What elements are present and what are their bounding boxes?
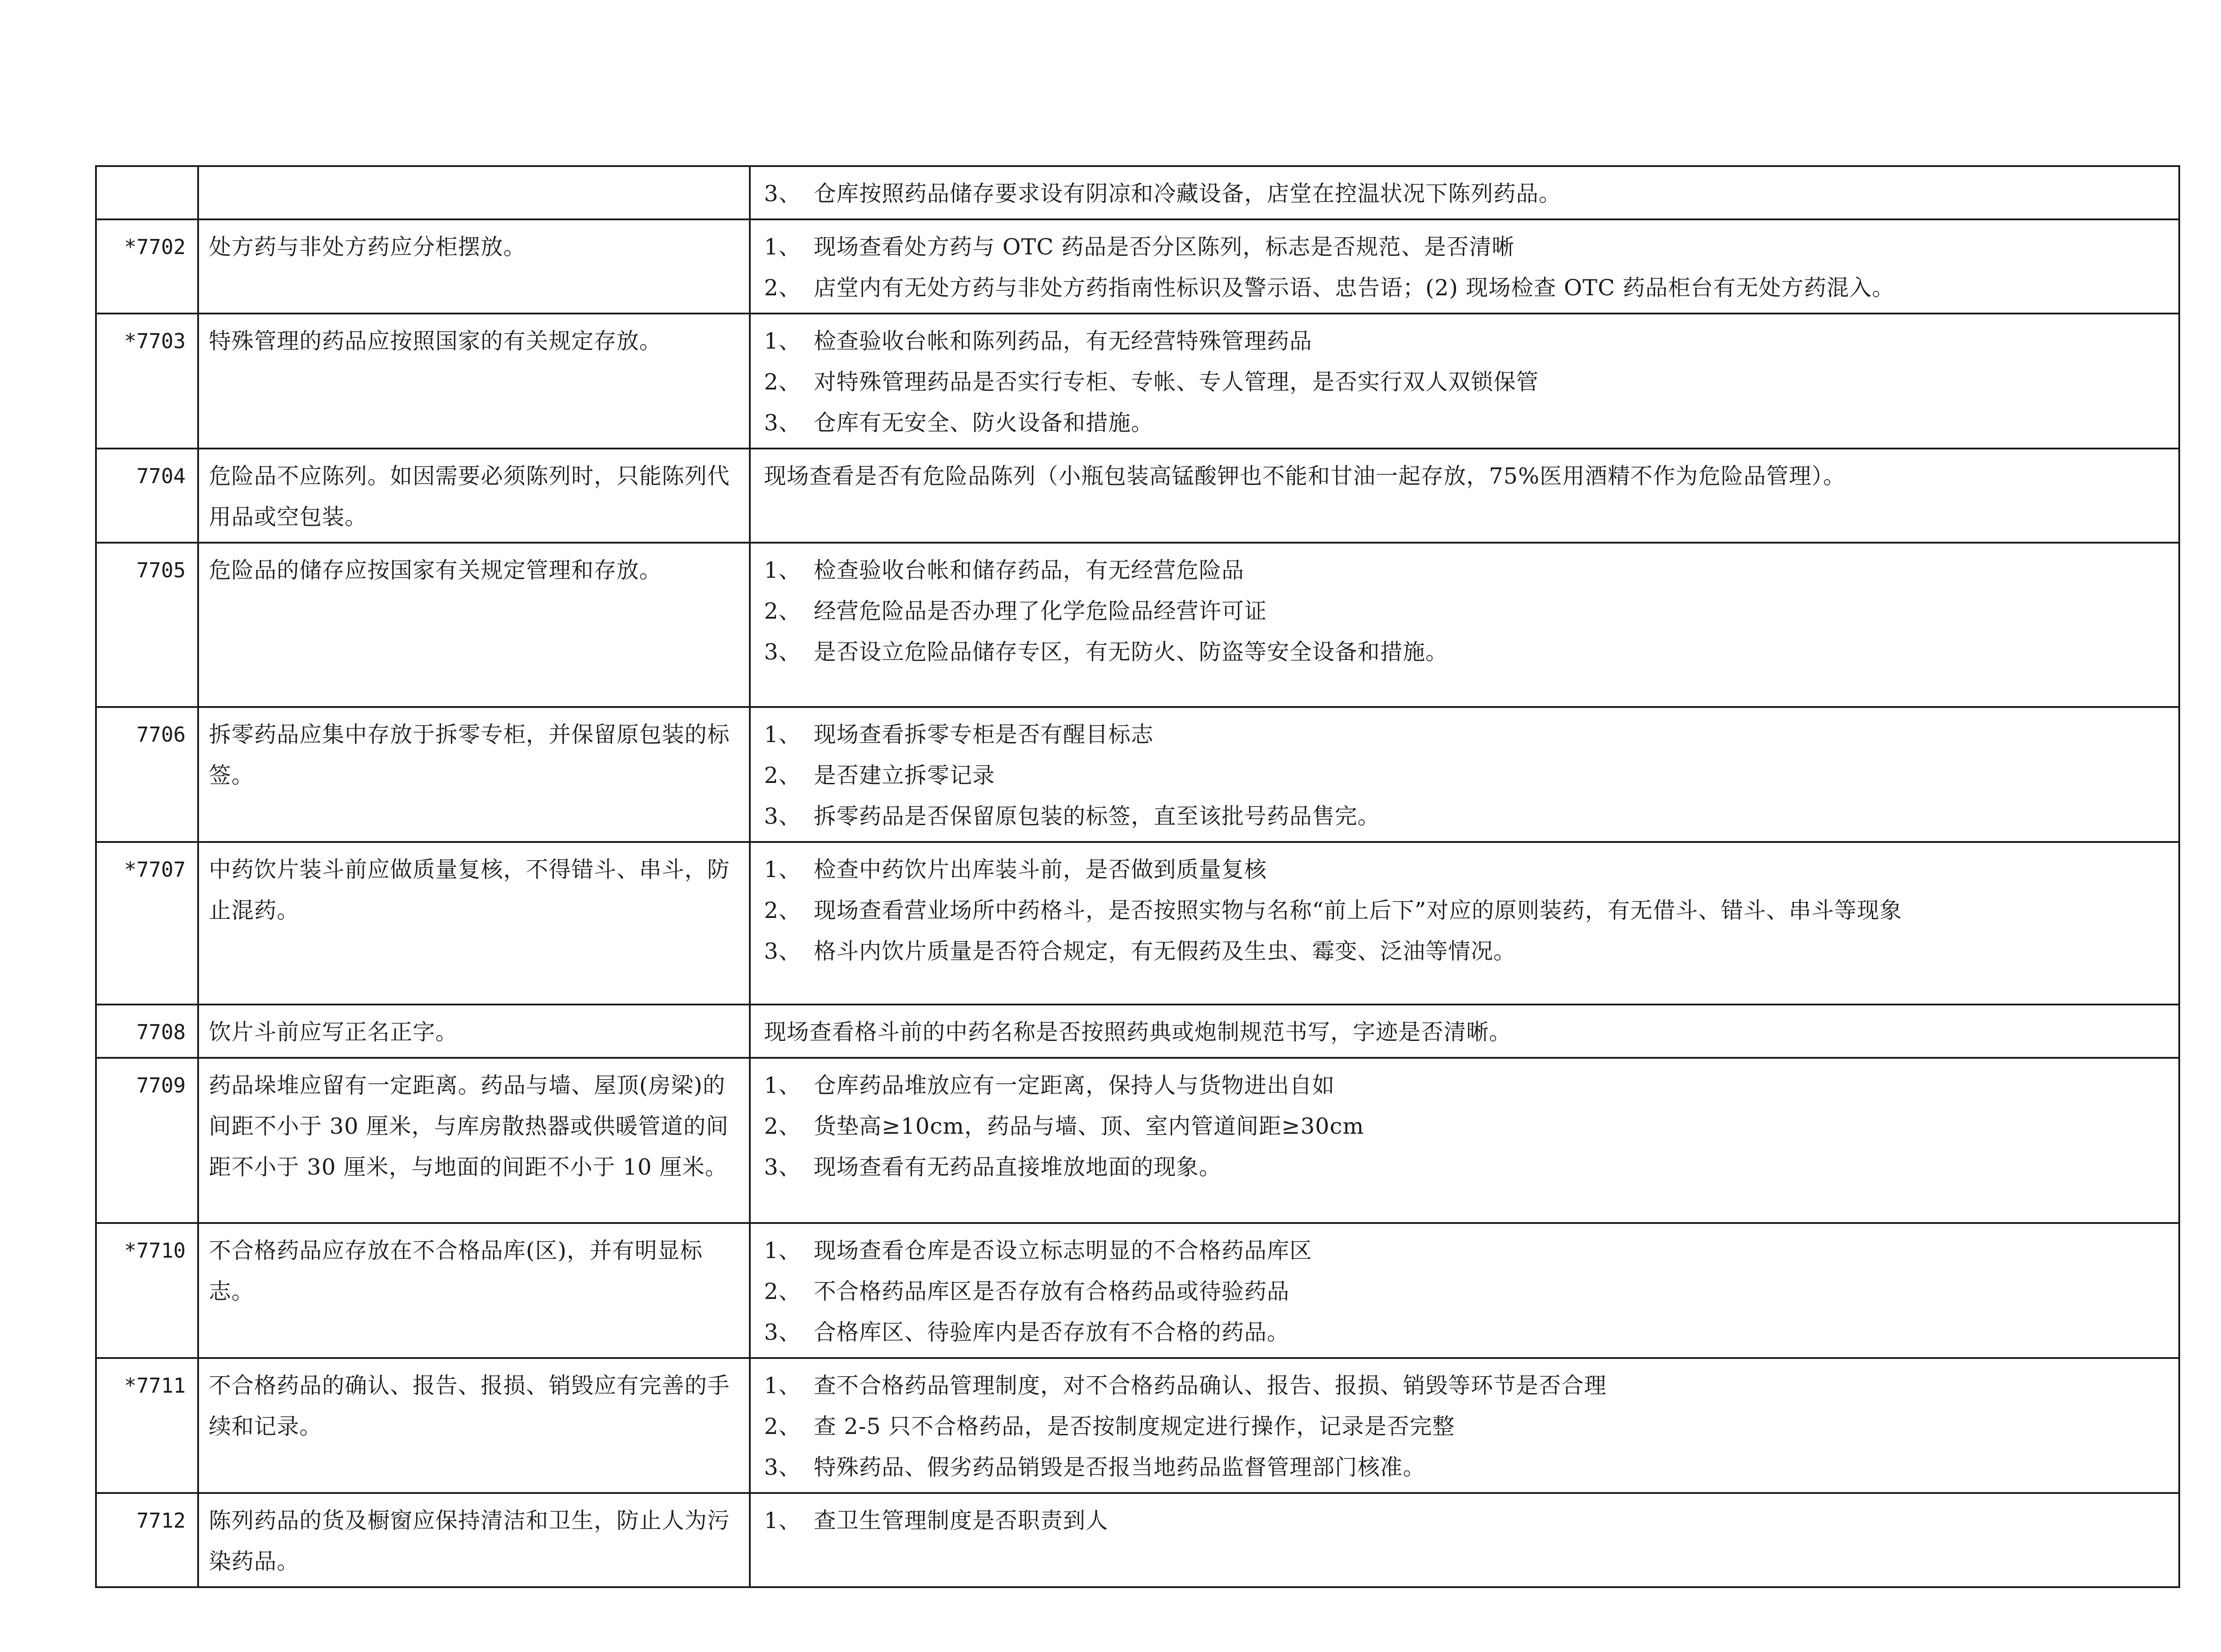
step-number: 3、 xyxy=(764,639,801,665)
step-number: 2、 xyxy=(764,369,801,395)
step-number: 2、 xyxy=(764,1113,801,1139)
inspection-step xyxy=(760,1365,2169,1406)
inspection-step xyxy=(760,1271,2169,1312)
requirement-cell: 药品垛堆应留有一定距离。药品与墙、屋顶(房梁)的间距不小于 30 厘米，与库房散热器或供暖管道的间距不小于 30 厘米，与地面的间距不小于 10 厘米。 xyxy=(198,1058,750,1223)
inspection-step xyxy=(760,1106,2169,1147)
inspection-method-cell xyxy=(750,842,2179,1005)
inspection-method-cell xyxy=(750,314,2179,449)
step-number: 2、 xyxy=(764,598,801,624)
step-text: 现场查看是否有危险品陈列（小瓶包装高锰酸钾也不能和甘油一起存放，75%医用酒精不作为危险品管理）。 xyxy=(764,463,1846,489)
inspection-step xyxy=(760,796,2169,837)
step-number: 3、 xyxy=(764,1454,801,1480)
inspection-method-cell xyxy=(750,166,2179,219)
step-text: 合格库区、待验库内是否存放有不合格的药品。 xyxy=(814,1319,1290,1345)
step-text: 现场查看处方药与 OTC 药品是否分区陈列，标志是否规范、是否清晰 xyxy=(814,234,1515,260)
step-number: 3、 xyxy=(764,803,801,829)
requirement-cell: 饮片斗前应写正名正字。 xyxy=(198,1005,750,1058)
inspection-method-cell xyxy=(750,707,2179,842)
requirement-cell: 不合格药品的确认、报告、报损、销毁应有完善的手续和记录。 xyxy=(198,1358,750,1493)
inspection-method-cell xyxy=(750,1493,2179,1587)
step-text: 现场查看营业场所中药格斗，是否按照实物与名称“前上后下”对应的原则装药，有无借斗、错斗、串斗等现象 xyxy=(814,897,1903,923)
requirement-cell: 中药饮片装斗前应做质量复核，不得错斗、串斗，防止混药。 xyxy=(198,842,750,1005)
step-number: 3、 xyxy=(764,410,801,436)
inspection-step xyxy=(760,1447,2169,1488)
step-text: 经营危险品是否办理了化学危险品经营许可证 xyxy=(814,598,1267,624)
step-text: 检查中药饮片出库装斗前，是否做到质量复核 xyxy=(814,857,1267,882)
item-code-cell: *7710 xyxy=(96,1223,198,1358)
step-number: 2、 xyxy=(764,1279,801,1304)
step-text: 查卫生管理制度是否职责到人 xyxy=(814,1508,1108,1533)
table-row xyxy=(96,166,2179,219)
inspection-step xyxy=(760,1406,2169,1447)
step-text: 是否建立拆零记录 xyxy=(814,762,995,788)
step-text: 仓库按照药品储存要求设有阴凉和冷藏设备，店堂在控温状况下陈列药品。 xyxy=(814,181,1561,206)
inspection-step xyxy=(760,402,2169,443)
requirement-cell: 拆零药品应集中存放于拆零专柜，并保留原包装的标签。 xyxy=(198,707,750,842)
step-number: 2、 xyxy=(764,762,801,788)
requirement-cell: 特殊管理的药品应按照国家的有关规定存放。 xyxy=(198,314,750,449)
step-number: 1、 xyxy=(764,328,801,354)
step-number: 1、 xyxy=(764,722,801,747)
item-code-cell: *7703 xyxy=(96,314,198,449)
step-text: 查不合格药品管理制度，对不合格药品确认、报告、报损、销毁等环节是否合理 xyxy=(814,1373,1607,1398)
step-text: 不合格药品库区是否存放有合格药品或待验药品 xyxy=(814,1279,1290,1304)
table-row xyxy=(96,707,2179,842)
step-number: 1、 xyxy=(764,1373,801,1398)
step-text: 拆零药品是否保留原包装的标签，直至该批号药品售完。 xyxy=(814,803,1380,829)
step-number: 2、 xyxy=(764,897,801,923)
step-number: 1、 xyxy=(764,1238,801,1263)
step-text: 检查验收台帐和陈列药品，有无经营特殊管理药品 xyxy=(814,328,1312,354)
step-number: 3、 xyxy=(764,1319,801,1345)
table-row xyxy=(96,314,2179,449)
step-text: 现场查看有无药品直接堆放地面的现象。 xyxy=(814,1154,1222,1180)
inspection-step xyxy=(760,361,2169,402)
step-number: 1、 xyxy=(764,857,801,882)
table-row xyxy=(96,1358,2179,1493)
table-row xyxy=(96,543,2179,707)
inspection-step xyxy=(760,591,2169,631)
inspection-step xyxy=(760,456,2169,496)
step-number: 1、 xyxy=(764,1072,801,1098)
inspection-step xyxy=(760,714,2169,755)
inspection-step xyxy=(760,226,2169,267)
item-code-cell: 7708 xyxy=(96,1005,198,1058)
step-text: 对特殊管理药品是否实行专柜、专帐、专人管理，是否实行双人双锁保管 xyxy=(814,369,1539,395)
item-code-cell: *7711 xyxy=(96,1358,198,1493)
step-number: 1、 xyxy=(764,557,801,583)
requirement-cell: 不合格药品应存放在不合格品库(区)，并有明显标志。 xyxy=(198,1223,750,1358)
step-text: 仓库有无安全、防火设备和措施。 xyxy=(814,410,1154,436)
step-number: 3、 xyxy=(764,1154,801,1180)
table-row xyxy=(96,1005,2179,1058)
step-text: 货垫高≥10cm，药品与墙、顶、室内管道间距≥30cm xyxy=(814,1113,1364,1139)
table-row xyxy=(96,842,2179,1005)
inspection-table xyxy=(95,165,2180,1588)
inspection-method-cell xyxy=(750,1005,2179,1058)
table-row xyxy=(96,449,2179,543)
inspection-step xyxy=(760,321,2169,361)
item-code-cell: 7705 xyxy=(96,543,198,707)
step-text: 特殊药品、假劣药品销毁是否报当地药品监督管理部门核准。 xyxy=(814,1454,1425,1480)
inspection-step xyxy=(760,550,2169,591)
step-text: 格斗内饮片质量是否符合规定，有无假药及生虫、霉变、泛油等情况。 xyxy=(814,938,1516,964)
step-text: 现场查看仓库是否设立标志明显的不合格药品库区 xyxy=(814,1238,1312,1263)
inspection-step xyxy=(760,755,2169,796)
requirement-cell xyxy=(198,166,750,219)
inspection-step xyxy=(760,267,2169,308)
step-text: 店堂内有无处方药与非处方药指南性标识及警示语、忠告语；(2) 现场检查 OTC 药品柜台有无处方药混入。 xyxy=(814,275,1895,301)
inspection-step xyxy=(760,1500,2169,1541)
item-code-cell: 7709 xyxy=(96,1058,198,1223)
step-number: 1、 xyxy=(764,1508,801,1533)
item-code-cell xyxy=(96,166,198,219)
table-body xyxy=(96,166,2179,1587)
step-text: 是否设立危险品储存专区，有无防火、防盗等安全设备和措施。 xyxy=(814,639,1448,665)
inspection-method-cell xyxy=(750,1223,2179,1358)
item-code-cell: *7702 xyxy=(96,219,198,314)
step-text: 仓库药品堆放应有一定距离，保持人与货物进出自如 xyxy=(814,1072,1335,1098)
step-text: 现场查看拆零专柜是否有醒目标志 xyxy=(814,722,1154,747)
inspection-step xyxy=(760,1147,2169,1187)
table-row xyxy=(96,1058,2179,1223)
inspection-step xyxy=(760,890,2169,931)
inspection-step xyxy=(760,849,2169,890)
table-row xyxy=(96,1493,2179,1587)
inspection-step xyxy=(760,1312,2169,1353)
step-number: 3、 xyxy=(764,938,801,964)
step-text: 检查验收台帐和储存药品，有无经营危险品 xyxy=(814,557,1244,583)
inspection-method-cell xyxy=(750,219,2179,314)
step-text: 查 2-5 只不合格药品，是否按制度规定进行操作，记录是否完整 xyxy=(814,1414,1455,1439)
step-number: 1、 xyxy=(764,234,801,260)
inspection-method-cell xyxy=(750,1058,2179,1223)
requirement-cell: 危险品的储存应按国家有关规定管理和存放。 xyxy=(198,543,750,707)
step-number: 2、 xyxy=(764,275,801,301)
step-number: 2、 xyxy=(764,1414,801,1439)
inspection-method-cell xyxy=(750,449,2179,543)
item-code-cell: *7707 xyxy=(96,842,198,1005)
requirement-cell: 危险品不应陈列。如因需要必须陈列时，只能陈列代用品或空包装。 xyxy=(198,449,750,543)
requirement-cell: 陈列药品的货及橱窗应保持清洁和卫生，防止人为污染药品。 xyxy=(198,1493,750,1587)
inspection-method-cell xyxy=(750,543,2179,707)
inspection-step xyxy=(760,1065,2169,1106)
step-text: 现场查看格斗前的中药名称是否按照药典或炮制规范书写，字迹是否清晰。 xyxy=(764,1019,1512,1045)
inspection-step xyxy=(760,1012,2169,1052)
item-code-cell: 7712 xyxy=(96,1493,198,1587)
requirement-cell: 处方药与非处方药应分柜摆放。 xyxy=(198,219,750,314)
inspection-step xyxy=(760,631,2169,672)
table-row xyxy=(96,1223,2179,1358)
inspection-step xyxy=(760,173,2169,214)
item-code-cell: 7704 xyxy=(96,449,198,543)
inspection-method-cell xyxy=(750,1358,2179,1493)
step-number: 3、 xyxy=(764,181,801,206)
item-code-cell: 7706 xyxy=(96,707,198,842)
table-row xyxy=(96,219,2179,314)
inspection-step xyxy=(760,1230,2169,1271)
inspection-step xyxy=(760,931,2169,972)
